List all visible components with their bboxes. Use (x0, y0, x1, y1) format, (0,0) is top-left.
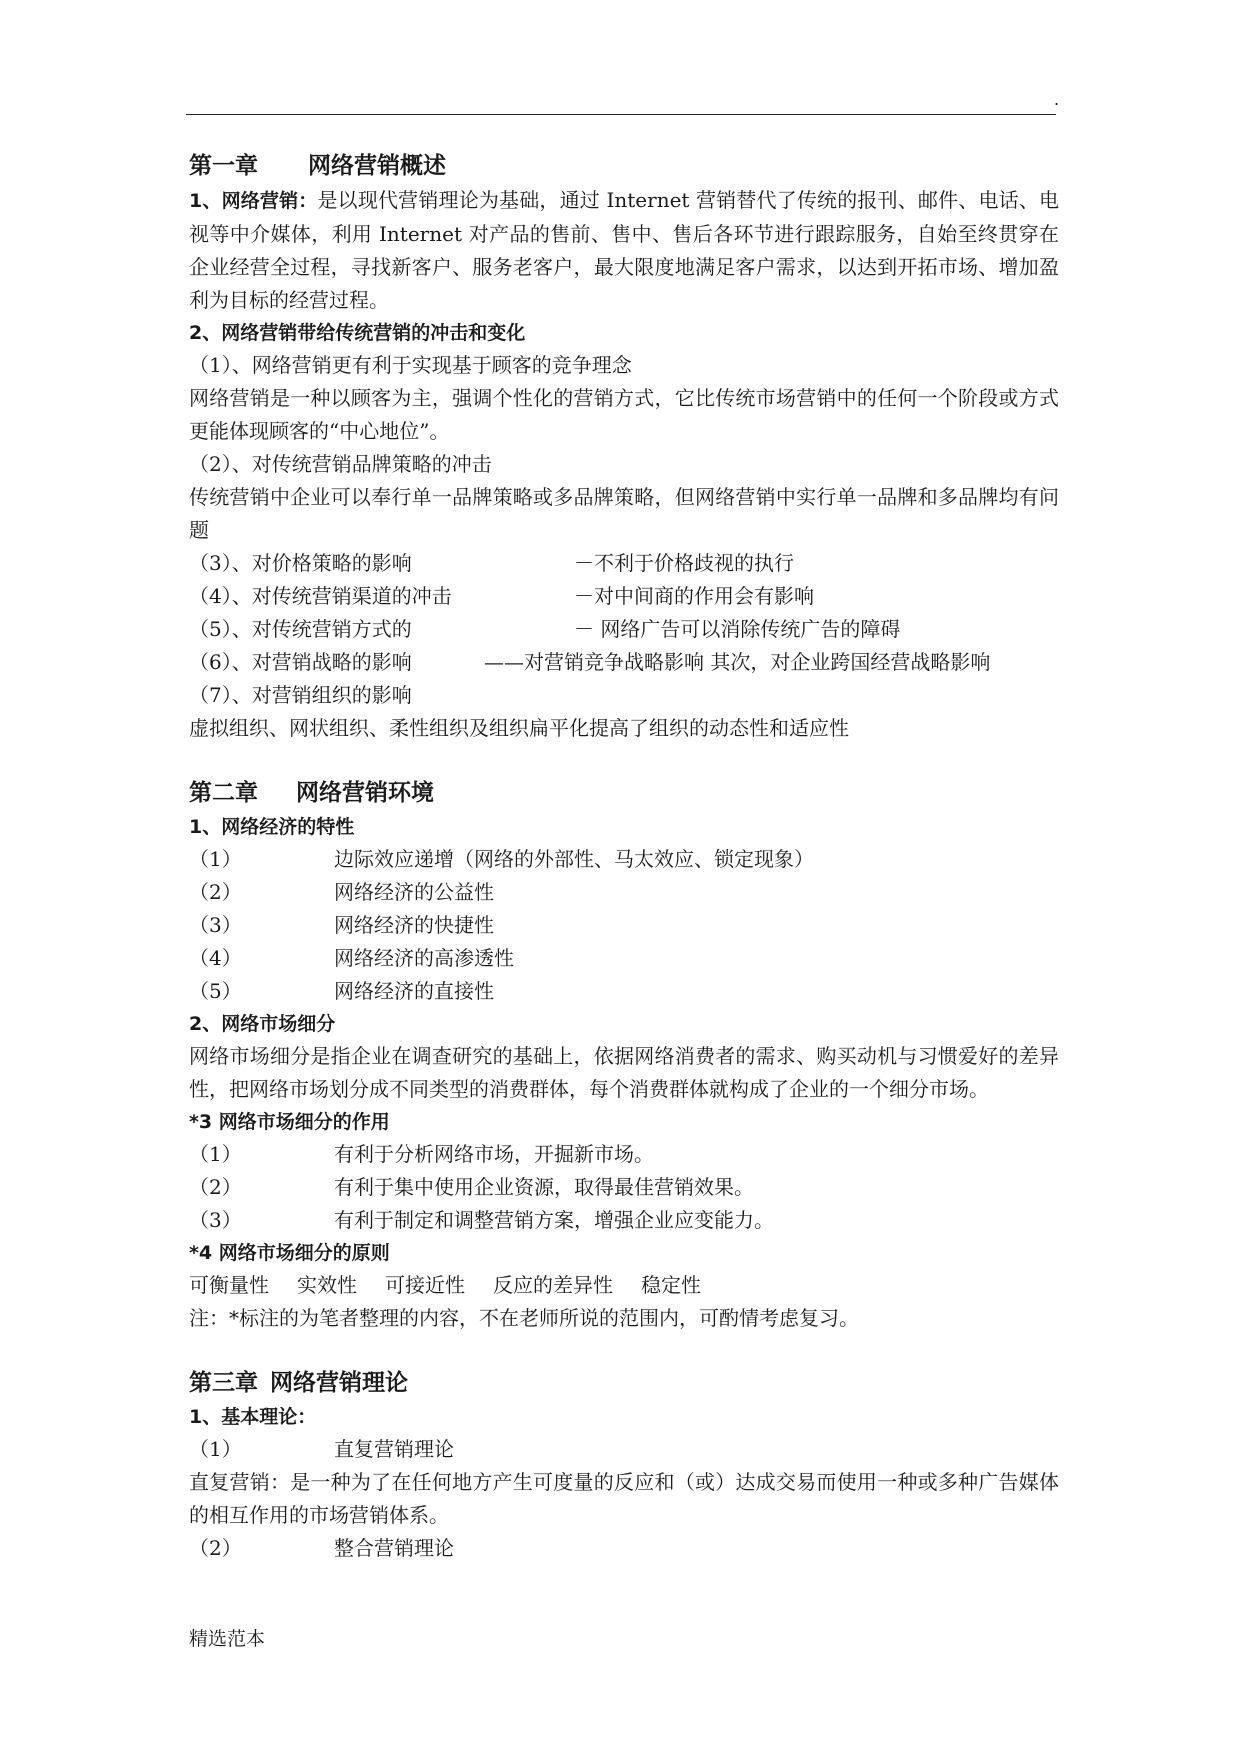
list-number: （3） (189, 913, 242, 937)
list-item: （7）、对营销组织的影响 (189, 683, 412, 707)
list-item-label: （3）、对价格策略的影响 (189, 551, 412, 575)
paragraph: 网络市场细分是指企业在调查研究的基础上，依据网络消费者的需求、购买动机与习惯爱好的差异性，把网络市场划分成不同类型的消费群体，每个消费群体就构成了企业的一个细分市场。 (189, 1044, 1059, 1101)
list-number: （2） (189, 1175, 242, 1199)
document-body (189, 148, 1069, 1565)
list-item (189, 646, 1069, 679)
list-item-note: － 网络广告可以消除传统广告的障碍 (574, 617, 901, 641)
list-item (189, 547, 1069, 580)
list-item (189, 942, 1069, 975)
list-item (189, 876, 1069, 909)
paragraph: 虚拟组织、网状组织、柔性组织及组织扁平化提高了组织的动态性和适应性 (189, 716, 849, 740)
criterion: 可衡量性 (189, 1273, 269, 1297)
header-mark: . (1054, 90, 1060, 109)
section-heading: *3 网络市场细分的作用 (189, 1111, 390, 1133)
list-text: 网络经济的公益性 (334, 880, 494, 904)
chapter-name: 网络营销概述 (308, 153, 446, 179)
list-item (189, 909, 1069, 942)
section-heading: 2、网络营销带给传统营销的冲击和变化 (189, 322, 526, 344)
chapter-name: 网络营销环境 (296, 780, 434, 806)
list-text: 有利于分析网络市场，开掘新市场。 (334, 1142, 654, 1166)
list-number: （2） (189, 1536, 242, 1560)
list-text: 网络经济的高渗透性 (334, 946, 514, 970)
paragraph: 直复营销：是一种为了在任何地方产生可度量的反应和（或）达成交易而使用一种或多种广告媒体的相互作用的市场营销体系。 (189, 1470, 1059, 1527)
section-heading: *4 网络市场细分的原则 (189, 1242, 390, 1264)
header-rule (186, 114, 1056, 115)
list-item-note: －不利于价格歧视的执行 (574, 551, 794, 575)
list-text: 有利于集中使用企业资源，取得最佳营销效果。 (334, 1175, 754, 1199)
list-number: （1） (189, 847, 242, 871)
definition-paragraph (189, 184, 1059, 317)
list-item (189, 580, 1069, 613)
chapter-1-title (189, 148, 1069, 184)
section-heading: 2、网络市场细分 (189, 1013, 336, 1035)
list-number: （4） (189, 946, 242, 970)
list-item (189, 1171, 1069, 1204)
list-item-label: （4）、对传统营销渠道的冲击 (189, 584, 452, 608)
criterion: 可接近性 (385, 1273, 465, 1297)
list-item: （1）、网络营销更有利于实现基于顾客的竞争理念 (189, 353, 632, 377)
section-heading: 1、网络营销： (189, 190, 318, 212)
criterion: 稳定性 (641, 1273, 701, 1297)
section-heading: 1、基本理论： (189, 1406, 317, 1428)
list-item (189, 1204, 1069, 1237)
list-item (189, 975, 1069, 1008)
list-item-note: －对中间商的作用会有影响 (574, 584, 814, 608)
paragraph: 传统营销中企业可以奉行单一品牌策略或多品牌策略，但网络营销中实行单一品牌和多品牌均有问题 (189, 485, 1059, 542)
list-item: （2）、对传统营销品牌策略的冲击 (189, 452, 492, 476)
list-text: 网络经济的快捷性 (334, 913, 494, 937)
paragraph: 网络营销是一种以顾客为主，强调个性化的营销方式，它比传统市场营销中的任何一个阶段或方式更能体现顾客的“中心地位”。 (189, 386, 1059, 443)
list-item (189, 1433, 1069, 1466)
list-text: 直复营销理论 (334, 1437, 454, 1461)
chapter-2-title (189, 775, 1069, 811)
chapter-name: 网络营销理论 (270, 1370, 408, 1396)
chapter-number: 第二章 (189, 780, 258, 806)
list-item (189, 843, 1069, 876)
list-text: 有利于制定和调整营销方案，增强企业应变能力。 (334, 1208, 774, 1232)
list-number: （5） (189, 979, 242, 1003)
note: 注：*标注的为笔者整理的内容，不在老师所说的范围内，可酌情考虑复习。 (189, 1306, 859, 1330)
list-number: （1） (189, 1142, 242, 1166)
list-item (189, 613, 1069, 646)
definition-text: 是以现代营销理论为基础，通过 Internet 营销替代了传统的报刊、邮件、电话、电视等中介媒体，利用 Internet 对产品的售前、售中、售后各环节进行跟踪服务，自始至终贯穿在企业经营全过程，寻找新客户、服务老客户，最大限度地满足客户需求，以达到开拓市场、增加盈利为目标的经营过程。 (189, 188, 1059, 312)
criteria-list (189, 1269, 1069, 1302)
section-heading: 1、网络经济的特性 (189, 816, 355, 838)
list-number: （1） (189, 1437, 242, 1461)
list-text: 网络经济的直接性 (334, 979, 494, 1003)
list-text: 整合营销理论 (334, 1536, 454, 1560)
list-number: （3） (189, 1208, 242, 1232)
footer-text: 精选范本 (189, 1628, 266, 1650)
list-text: 边际效应递增（网络的外部性、马太效应、锁定现象） (334, 847, 814, 871)
chapter-number: 第一章 (189, 153, 258, 179)
criterion: 反应的差异性 (493, 1273, 613, 1297)
chapter-3-title (189, 1365, 1069, 1401)
list-item-note: ——对营销竞争战略影响 其次，对企业跨国经营战略影响 (484, 650, 991, 674)
list-item-label: （5）、对传统营销方式的 (189, 617, 412, 641)
list-item-label: （6）、对营销战略的影响 (189, 650, 412, 674)
list-item (189, 1138, 1069, 1171)
list-item (189, 1532, 1069, 1565)
list-number: （2） (189, 880, 242, 904)
criterion: 实效性 (297, 1273, 357, 1297)
chapter-number: 第三章 (189, 1370, 258, 1396)
